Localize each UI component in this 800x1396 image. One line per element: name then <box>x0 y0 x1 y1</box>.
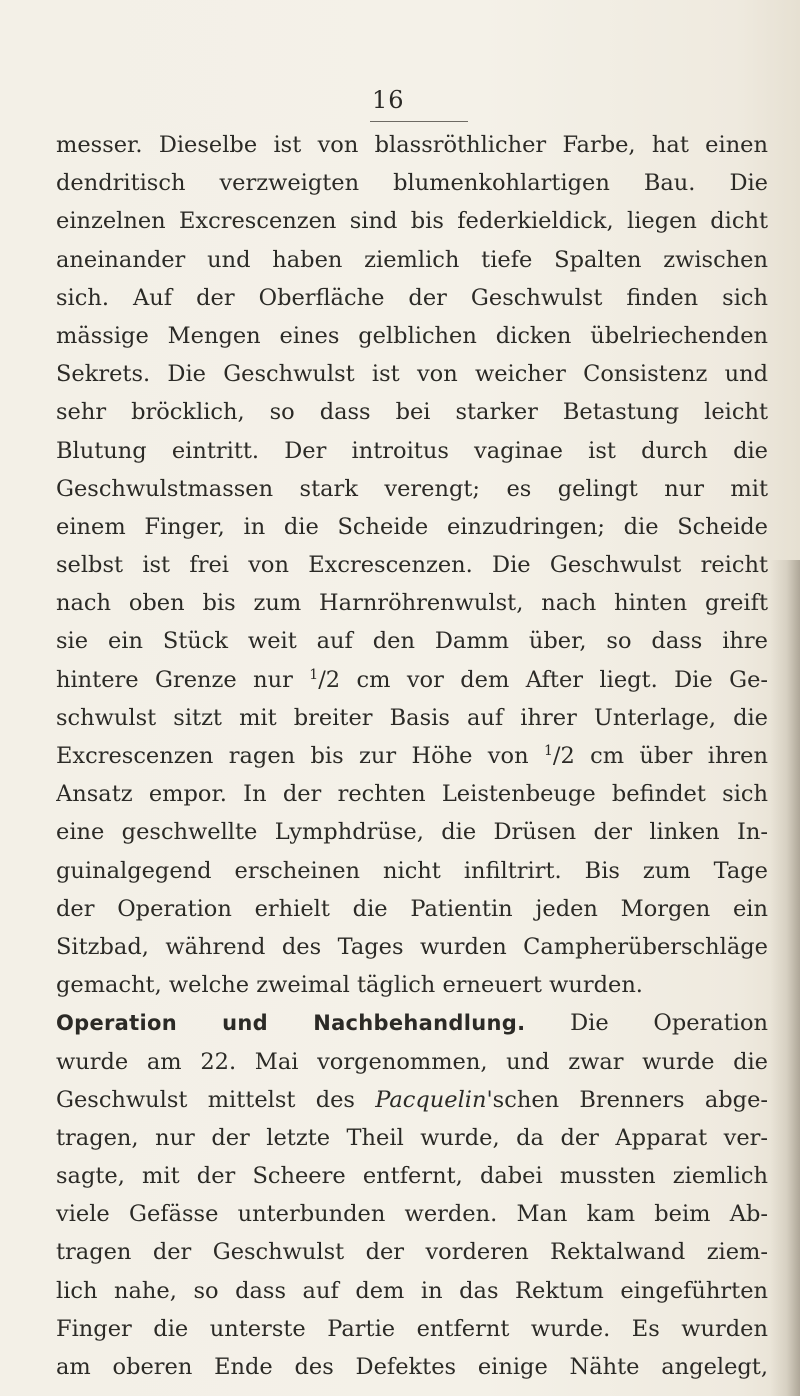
text-line-28: sagte, mit der Scheere entfernt, dabei mussten ziemlich <box>56 1163 768 1190</box>
page-number-rule <box>370 121 468 122</box>
text-line-21: der Operation erhielt die Patientin jeden Morgen ein <box>56 895 768 922</box>
text-line-18: Ansatz empor. In der rechten Leistenbeuge befindet sich <box>56 781 768 808</box>
text-line-31: lich nahe, so dass auf dem in das Rektum eingeführten <box>56 1277 768 1304</box>
text-line-12: selbst ist frei von Excrescenzen. Die Geschwulst reicht <box>56 552 768 579</box>
text-line-20: guinalgegend erscheinen nicht infiltrirt. Bis zum Tage <box>56 857 768 884</box>
text-line-11: einem Finger, in die Scheide einzudringen; die Scheide <box>56 513 768 540</box>
text-line-9: Blutung eintritt. Der introitus vaginae ist durch die <box>56 437 768 464</box>
fraction-numerator: 1 <box>309 666 319 683</box>
text-line-2: dendritisch verzweigten blumenkohlartigen Bau. Die <box>56 170 768 197</box>
text-line-15: hintere Grenze nur $^1$/2 cm vor dem After liegt. Die Ge- <box>56 666 768 693</box>
page-edge-shadow <box>770 560 800 1396</box>
text-line-7: Sekrets. Die Geschwulst ist von weicher Consistenz und <box>56 361 768 388</box>
text-line-25: wurde am 22. Mai vorgenommen, und zwar wurde die <box>56 1048 768 1075</box>
page-number: 16 <box>372 86 405 114</box>
fraction-numerator: 1 <box>543 743 553 759</box>
text-line-30: tragen der Geschwulst der vorderen Rektalwand ziem- <box>56 1239 768 1266</box>
text-line-3: einzelnen Excrescenzen sind bis federkieldick, liegen dicht <box>56 208 768 235</box>
text-line-19: eine geschwellte Lymphdrüse, die Drüsen der linken In- <box>56 819 768 846</box>
text-line-8: sehr bröcklich, so dass bei starker Betastung leicht <box>56 399 768 426</box>
text-line-27: tragen, nur der letzte Theil wurde, da der Apparat ver- <box>56 1124 768 1151</box>
text-line-17: Excrescenzen ragen bis zur Höhe von $^1$/2 cm über ihren <box>56 743 768 769</box>
text-line-16: schwulst sitzt mit breiter Basis auf ihrer Unterlage, die <box>56 704 768 731</box>
section-heading: Operation und Nachbehandlung. <box>56 1011 526 1036</box>
text-line-6: mässige Mengen eines gelblichen dicken übelriechenden <box>56 322 768 349</box>
text-line-22: Sitzbad, während des Tages wurden Campherüberschläge <box>56 933 768 960</box>
text-line-32: Finger die unterste Partie entfernt wurde. Es wurden <box>56 1315 768 1342</box>
text-line-29: viele Gefässe unterbunden werden. Man kam beim Ab- <box>56 1201 768 1228</box>
text-line-24: Operation und Nachbehandlung. Die Operation <box>56 1010 768 1037</box>
text-line-1: messer. Dieselbe ist von blassröthlicher Farbe, hat einen <box>56 132 768 158</box>
text-line-10: Geschwulstmassen stark verengt; es gelingt nur mit <box>56 475 768 502</box>
text-line-4: aneinander und haben ziemlich tiefe Spalten zwischen <box>56 246 768 273</box>
text-line-13: nach oben bis zum Harnröhrenwulst, nach hinten greift <box>56 590 768 617</box>
text-line-14: sie ein Stück weit auf den Damm über, so dass ihre <box>56 628 768 655</box>
text-line-5: sich. Auf der Oberfläche der Geschwulst finden sich <box>56 284 768 311</box>
text-line-26: Geschwulst mittelst des Pacquelin'schen Brenners abge- <box>56 1086 768 1113</box>
italic-name: Pacquelin <box>375 1086 487 1113</box>
body-text <box>56 126 768 1386</box>
text-line-23: gemacht, welche zweimal täglich erneuert wurden. <box>56 972 643 999</box>
text-line-33: am oberen Ende des Defektes einige Nähte angelegt, <box>56 1354 768 1380</box>
